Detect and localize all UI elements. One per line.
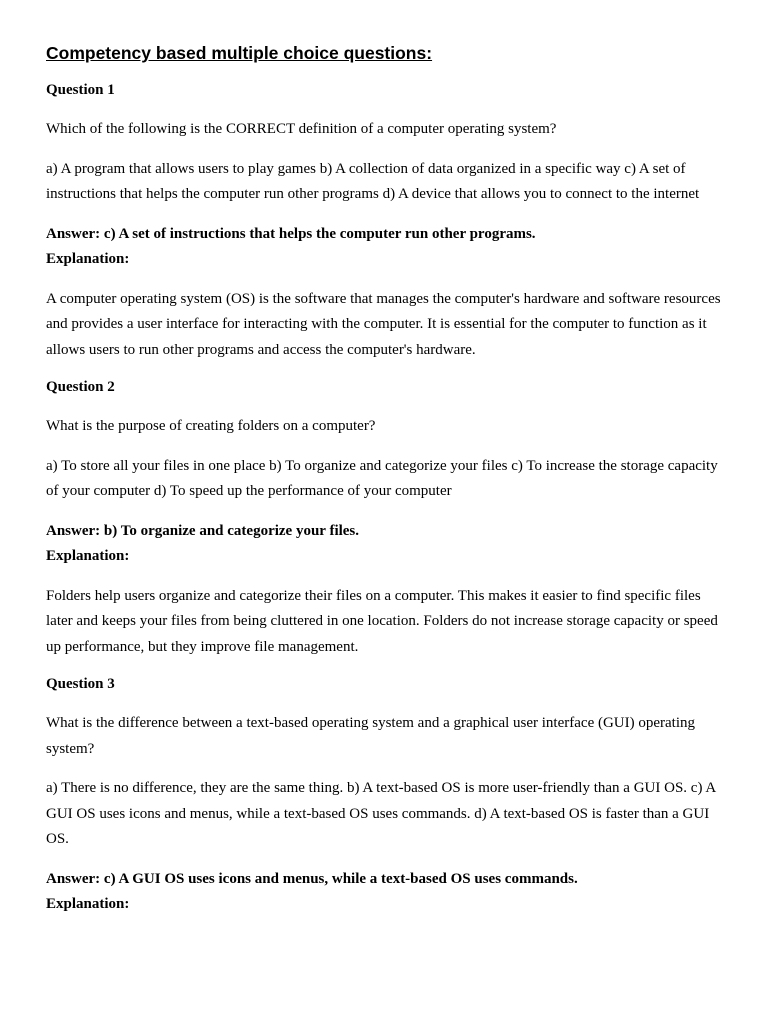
- question-options: a) A program that allows users to play games b) A collection of data organized in a specific way c) A set of instructions that helps the computer run other programs d) A device that allows you to connect to the internet: [46, 160, 700, 202]
- answer-text: Answer: c) A GUI OS uses icons and menus, while a text-based OS uses commands.: [46, 870, 578, 887]
- explanation-label: Explanation:: [46, 251, 130, 267]
- explanation-text: Folders help users organize and categorize their files on a computer. This makes it easier to find specific files later and keeps your files from being cluttered in one location. Folders do not increase storage capacity or speed up performance, but they improve file management.: [46, 587, 718, 655]
- explanation-text: A computer operating system (OS) is the software that manages the computer's hardware and software resources and provides a user interface for interacting with the computer. It is essential for the computer to function as it allows users to run other programs and access the computer's hardware.: [46, 290, 721, 358]
- question-options: a) There is no difference, they are the same thing. b) A text-based OS is more user-friendly than a GUI OS. c) A GUI OS uses icons and menus, while a text-based OS uses commands. d) A text-based OS is faster than a GUI OS.: [46, 780, 716, 847]
- document-title: Competency based multiple choice questions:: [46, 43, 433, 63]
- explanation-label: Explanation:: [46, 548, 130, 564]
- question-text: What is the purpose of creating folders on a computer?: [46, 418, 376, 434]
- question-block-1: [46, 80, 726, 363]
- question-heading: Question 3: [46, 676, 115, 692]
- question-heading: Question 2: [46, 379, 115, 395]
- answer-text: Answer: b) To organize and categorize your files.: [46, 522, 360, 539]
- question-text: Which of the following is the CORRECT definition of a computer operating system?: [46, 121, 557, 137]
- document-page: [46, 40, 726, 918]
- question-block-2: [46, 377, 726, 660]
- question-text: What is the difference between a text-based operating system and a graphical user interface (GUI) operating system?: [46, 715, 696, 757]
- answer-text: Answer: c) A set of instructions that helps the computer run other programs.: [46, 225, 536, 242]
- question-block-3: [46, 674, 726, 918]
- question-heading: Question 1: [46, 82, 115, 98]
- explanation-label: Explanation:: [46, 896, 130, 912]
- question-options: a) To store all your files in one place b) To organize and categorize your files c) To increase the storage capacity of your computer d) To speed up the performance of your computer: [46, 457, 718, 499]
